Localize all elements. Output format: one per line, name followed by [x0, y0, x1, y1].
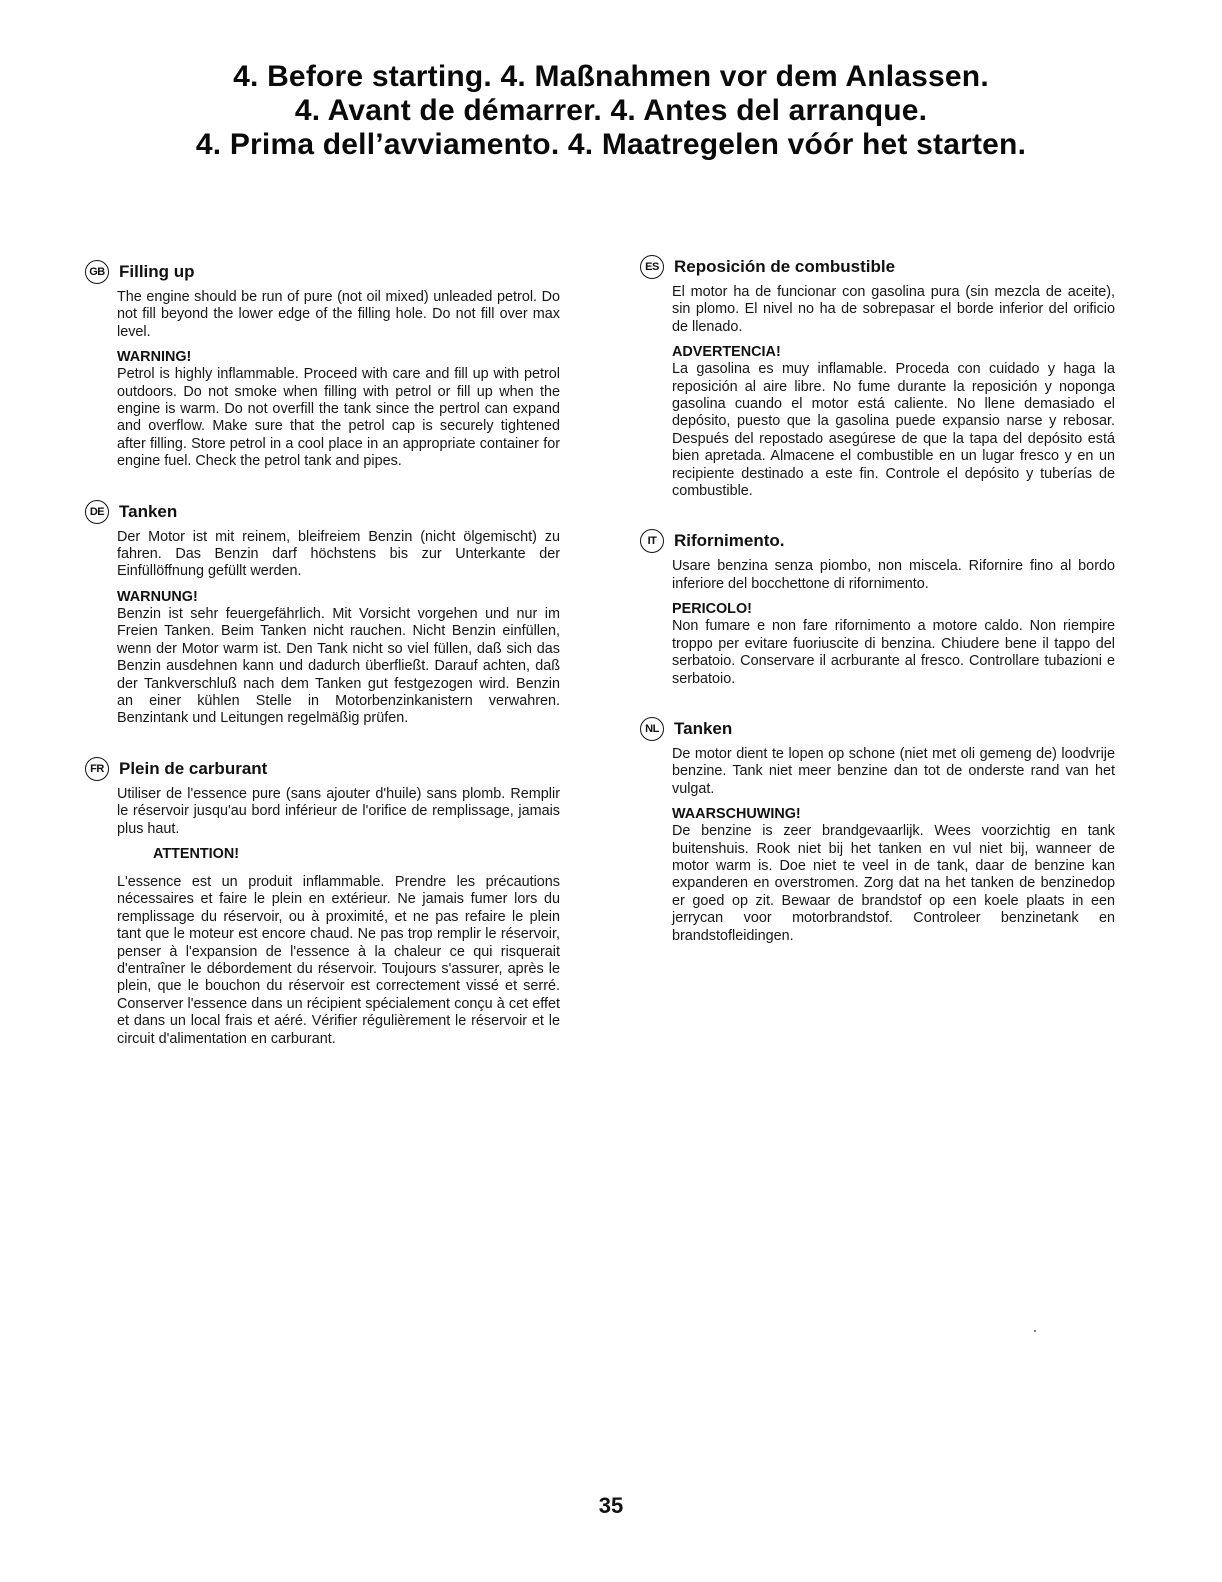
- right-column: [640, 250, 1115, 969]
- language-badge-nl-icon: NL: [640, 717, 664, 741]
- section-title: Tanken: [674, 718, 733, 738]
- section-intro: Utiliser de l'essence pure (sans ajouter d'huile) sans plomb. Remplir le réservoir jusqu'au bord inférieur de l'orifice de remplissage, jamais plus haut.: [117, 785, 560, 837]
- section-de: [85, 495, 560, 728]
- section-header: [85, 255, 560, 289]
- language-badge-es-icon: ES: [640, 255, 664, 279]
- page-title: [0, 60, 1222, 162]
- section-gb: [85, 255, 560, 471]
- warning-label: PERICOLO!: [672, 601, 752, 618]
- title-line-3: 4. Prima dell’avviamento. 4. Maatregelen vóór het starten.: [195, 128, 1027, 161]
- section-header: [640, 250, 1115, 284]
- left-column: [85, 255, 560, 1072]
- language-badge-fr-icon: FR: [85, 757, 109, 781]
- scan-speck: [1034, 1330, 1036, 1332]
- section-title: Filling up: [119, 262, 195, 281]
- language-badge-de-icon: DE: [85, 500, 109, 524]
- section-it: [640, 524, 1115, 687]
- language-badge-gb-icon: GB: [85, 260, 109, 284]
- page-number: 35: [598, 1493, 624, 1518]
- section-intro: The engine should be run of pure (not oil mixed) unleaded petrol. Do not fill beyond the lower edge of the filling hole. Do not fill over max level.: [117, 289, 560, 340]
- section-intro: Der Motor ist mit reinem, bleifreiem Benzin (nicht ölgemischt) zu fahren. Das Benzin darf höchstens bis zur Unterkante der Einfüllöffnung gefüllt werden.: [117, 528, 560, 580]
- language-badge-it-icon: IT: [640, 529, 664, 553]
- section-intro: De motor dient te lopen op schone (niet met oli gemeng de) loodvrije benzine. Tank niet meer benzine dan tot de onderste rand van het vulgat.: [672, 745, 1115, 797]
- section-header: [640, 712, 1115, 746]
- warning-label: WARNING!: [117, 349, 192, 366]
- warning-text: L'essence est un produit inflammable. Prendre les précautions nécessaires et faire le plein en extérieur. Ne jamais fumer lors du remplissage du réservoir, ou à proximité, et ne pas refaire le plein tant que le moteur est encore chaud. Ne pas trop remplir le réservoir, penser à l'expansion de l'essence à la chaleur ce qui risquerait d'entraîner le débordement du réservoir. Toujours s'assurer, après le plein, que le bouchon du réservoir est correctement vissé et serré. Conserver l'essence dans un récipient spécialement conçu à cet effet et dans un local frais et aéré. Vérifier régulièrement le réservoir et le circuit d'alimentation en carburant.: [117, 873, 560, 1047]
- title-line-2: 4. Avant de démarrer. 4. Antes del arranque.: [294, 94, 928, 127]
- warning-label: WARNUNG!: [117, 588, 198, 605]
- section-intro: El motor ha de funcionar con gasolina pura (sin mezcla de aceite), sin plomo. El nivel no ha de sobrepasar el borde inferior del orificio de llenado.: [672, 284, 1115, 335]
- section-es: [640, 250, 1115, 500]
- section-title: Tanken: [119, 501, 178, 521]
- warning-text: Petrol is highly inflammable. Proceed with care and fill up with petrol outdoors. Do not smoke when filling with petrol or fill up when the engine is warm. Do not overfill the tank since the pertrol can expand and overflow. Make sure that the petrol cap is securely tightened after filling. Store petrol in a cool place in an appropriate container for engine fuel. Check the petrol tank and pipes.: [117, 366, 560, 470]
- section-fr: [85, 752, 560, 1048]
- section-title: Rifornimento.: [674, 531, 785, 551]
- section-nl: [640, 712, 1115, 945]
- section-intro: Usare benzina senza piombo, non miscela. Rifornire fino al bordo inferiore del bocchettone di rifornimento.: [672, 558, 1115, 592]
- warning-label: ATTENTION!: [153, 845, 240, 862]
- warning-text: De benzine is zeer brandgevaarlijk. Wees voorzichtig en tank buitenshuis. Rook niet bij het tanken en vul niet bij, wanneer de motor warm is. Doe niet te veel in de tank, daar de benzine kan expanderen en overstromen. Zorg dat na het tanken de benzinedop er goed op zit. Bewaar de brandstof op een koele plaats in een jerrycan voor motorbrandstof. Controleer benzinetank en brandstofleidingen.: [672, 823, 1115, 944]
- warning-text: Benzin ist sehr feuergefährlich. Mit Vorsicht vorgehen und nur im Freien Tanken. Beim Tanken nicht rauchen. Nicht Benzin einfüllen, wenn der Motor warm ist. Den Tank nicht so viel füllen, daß sich das Benzin ausdehnen kann und dadurch überfließt. Darauf achten, daß der Tankverschluß nach dem Tanken gut festgezogen wird. Benzin an einer kühlen Stelle in Motorbenzinkanistern verwahren. Benzintank und Leitungen regelmäßig prüfen.: [117, 605, 560, 727]
- section-title: Reposición de combustible: [674, 257, 896, 276]
- section-header: [85, 752, 560, 786]
- warning-label: ADVERTENCIA!: [672, 344, 781, 361]
- warning-text: La gasolina es muy inflamable. Proceda con cuidado y haga la reposición al aire libre. No fume durante la reposición y noponga gasolina cuando el motor está caliente. No llene demasiado el depósito, puesto que la gasolina puede expansio narse y rebosar. Después del repostado asegúrese de que la tapa del depósito está bien apretada. Almacene el combustible en un lugar fresco y en un recipiente destinado a este fin. Controle el depósito y tuberías de combustible.: [672, 361, 1115, 500]
- warning-text: Non fumare e non fare rifornimento a motore caldo. Non riempire troppo per evitare fuoriuscite di benzina. Chiudere bene il tappo del serbatoio. Conservare il acrburante al fresco. Controllare tubazioni e serbatoio.: [672, 618, 1115, 687]
- title-line-1: 4. Before starting. 4. Maßnahmen vor dem Anlassen.: [233, 60, 989, 93]
- section-header: [85, 495, 560, 529]
- section-header: [640, 524, 1115, 558]
- section-title: Plein de carburant: [119, 758, 268, 778]
- warning-label: WAARSCHUWING!: [672, 806, 801, 823]
